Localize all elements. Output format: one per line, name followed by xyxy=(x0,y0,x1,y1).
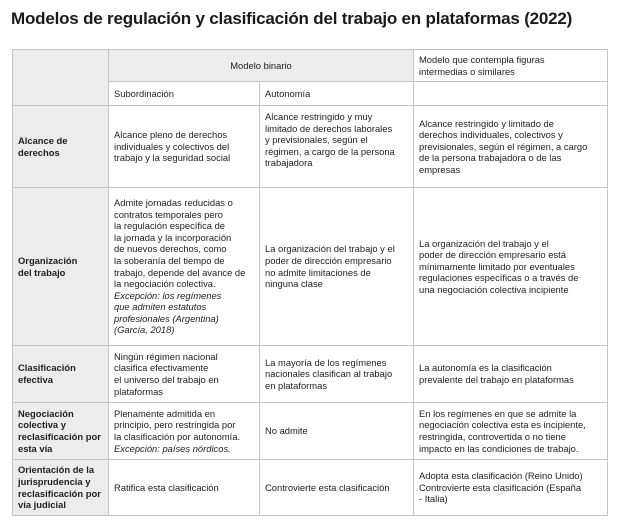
row-label xyxy=(13,188,109,346)
cell-text-line: regulaciones específicas o a través de xyxy=(419,272,579,284)
subordination-cell xyxy=(109,403,260,460)
row-label xyxy=(13,106,109,188)
cell-text-line: trabajadora xyxy=(265,157,313,169)
cell-text-line: Alcance de xyxy=(18,134,68,146)
cell-text-line: la jornada y la incorporación xyxy=(114,231,232,243)
cell-text-line: poder de dirección empresario está xyxy=(419,249,566,261)
cell-text-line: una negociación colectiva incipiente xyxy=(419,283,569,295)
cell-text-line: y previsionales, según el xyxy=(265,134,368,146)
cell-text-line: Excepción: los regímenes xyxy=(114,289,222,301)
cell-text-line: Controvierte esta clasificación (España xyxy=(419,481,582,493)
cell-text-line: vía judicial xyxy=(18,499,66,511)
cell-text-line: La mayoría de los regímenes xyxy=(265,356,387,368)
empty-subheader xyxy=(414,82,608,106)
cell-text-line: poder de dirección empresario xyxy=(265,254,392,266)
cell-text-line: del trabajo xyxy=(18,266,66,278)
row-label xyxy=(13,346,109,403)
intermediate-cell xyxy=(414,403,608,460)
cell-text-line: reclasificación por xyxy=(18,431,101,442)
cell-text-line: prevalente del trabajo en plataformas xyxy=(419,374,574,385)
cell-text-line: negociación colectiva esta es incipiente, xyxy=(419,419,586,431)
page-title: Modelos de regulación y clasificación del trabajo en plataformas (2022) xyxy=(11,9,573,28)
intermediate-model-header xyxy=(414,50,608,82)
cell-text-line: Alcance restringido y muy xyxy=(265,111,373,122)
cell-text-line: Admite jornadas reducidas o xyxy=(114,196,233,208)
cell-text-line: En los regímenes en que se admite la xyxy=(419,407,577,419)
cell-text-line: esta vía xyxy=(18,442,53,454)
cell-text-line: Ratifica esta clasificación xyxy=(114,481,219,493)
cell-text-line: Controvierte esta clasificación xyxy=(265,481,390,493)
autonomy-cell xyxy=(260,403,414,460)
table-row xyxy=(13,106,608,188)
table-row xyxy=(13,403,608,460)
autonomy-cell xyxy=(260,188,414,346)
cell-text-line: trabajo y la seguridad social xyxy=(114,152,231,164)
cell-text-line: la regulación específica de xyxy=(114,220,226,232)
cell-text-line: individuales y colectivos del xyxy=(114,140,230,152)
autonomy-header: Autonomía xyxy=(260,82,414,106)
cell-text-line: ninguna clase xyxy=(265,278,323,290)
intermediate-cell xyxy=(414,188,608,346)
autonomy-cell xyxy=(260,460,414,516)
cell-text-line: derechos xyxy=(18,146,60,158)
cell-text-line: Adopta esta clasificación (Reino Unido) xyxy=(419,470,583,482)
cell-text-line: limitado de derechos laborales xyxy=(265,122,393,134)
exception-note xyxy=(114,443,254,455)
cell-text-line: impacto en las condiciones de trabajo. xyxy=(419,442,579,454)
cell-text-line: reclasificación por xyxy=(18,487,101,499)
cell-text-line: en plataformas xyxy=(265,379,328,391)
table-row xyxy=(13,346,608,403)
cell-text-line: que admiten estatutos xyxy=(114,301,207,313)
cell-text-line: Organización xyxy=(18,254,78,266)
cell-text-line: nacionales clasifican al trabajo xyxy=(265,368,393,380)
autonomy-cell xyxy=(260,346,414,403)
cell-text-line: de la persona trabajadora o de las xyxy=(419,152,562,164)
cell-text-line: régimen, a cargo de la persona xyxy=(265,145,395,157)
cell-text-line: contratos temporales pero xyxy=(114,208,223,220)
cell-text-line: trabajo, depende del avance de xyxy=(114,266,246,278)
cell-text-line: (García, 2018) xyxy=(114,324,175,336)
cell-text-line: Alcance pleno de derechos xyxy=(114,129,228,141)
cell-text-line: Negociación xyxy=(18,407,74,419)
binary-model-header: Modelo binario xyxy=(109,50,414,82)
cell-text-line: no admite limitaciones de xyxy=(265,266,371,278)
intermediate-cell xyxy=(414,106,608,188)
cell-text-line: la soberanía del tiempo de xyxy=(114,254,225,266)
cell-text-line: mínimamente limitado por eventuales xyxy=(419,260,575,272)
cell-text-line: el universo del trabajo en xyxy=(114,374,219,385)
header-row xyxy=(13,50,608,82)
row-label xyxy=(13,403,109,460)
cell-text-line: efectiva xyxy=(18,374,53,385)
autonomy-cell xyxy=(260,106,414,188)
row-label xyxy=(13,460,109,516)
cell-text-line: Alcance restringido y limitado de xyxy=(419,117,554,129)
cell-text-line: clasifica efectivamente xyxy=(114,362,209,374)
cell-text-line: la clasificación por autonomía. xyxy=(114,431,241,442)
cell-text-line: previsionales, según el régimen, a cargo xyxy=(419,140,588,152)
table-row xyxy=(13,460,608,516)
cell-text-line: de nuevos derechos, como xyxy=(114,243,227,255)
cell-text-line: colectiva y xyxy=(18,419,66,431)
header-line: intermedias o similares xyxy=(419,65,515,77)
cell-text-line: empresas xyxy=(419,163,461,175)
cell-text-line: principio, pero restringida por xyxy=(114,419,236,431)
subordination-cell xyxy=(109,460,260,516)
cell-text-line: La autonomía es la clasificación xyxy=(419,362,552,374)
cell-text-line: la negociación colectiva. xyxy=(114,278,216,290)
regulation-models-table xyxy=(12,49,608,516)
corner-cell xyxy=(13,50,109,106)
intermediate-cell xyxy=(414,460,608,516)
cell-text-line: profesionales (Argentina) xyxy=(114,312,219,324)
cell-text-line: restringida, controvertida o no tiene xyxy=(419,431,566,442)
header-line: Modelo que contempla figuras xyxy=(419,53,545,65)
subordination-cell xyxy=(109,106,260,188)
cell-text-line: Excepción: países nórdicos. xyxy=(114,442,231,454)
table-row xyxy=(13,188,608,346)
cell-text-line: La organización del trabajo y el xyxy=(265,243,395,255)
cell-text-line: - Italia) xyxy=(419,493,448,505)
intermediate-cell xyxy=(414,346,608,403)
subordination-header: Subordinación xyxy=(109,82,260,106)
cell-text-line: Plenamente admitida en xyxy=(114,407,216,419)
cell-text-line: derechos individuales, colectivos y xyxy=(419,129,563,141)
subordination-cell xyxy=(109,188,260,346)
cell-text-line: La organización del trabajo y el xyxy=(419,237,549,249)
cell-text-line: Clasificación xyxy=(18,362,76,374)
exception-note xyxy=(114,290,254,336)
cell-text-line: plataformas xyxy=(114,385,163,397)
cell-text-line: No admite xyxy=(265,425,308,437)
cell-text-line: Ningún régimen nacional xyxy=(114,350,218,362)
cell-text-line: Orientación de la xyxy=(18,464,95,476)
cell-text-line: jurisprudencia y xyxy=(18,475,91,487)
subordination-cell xyxy=(109,346,260,403)
